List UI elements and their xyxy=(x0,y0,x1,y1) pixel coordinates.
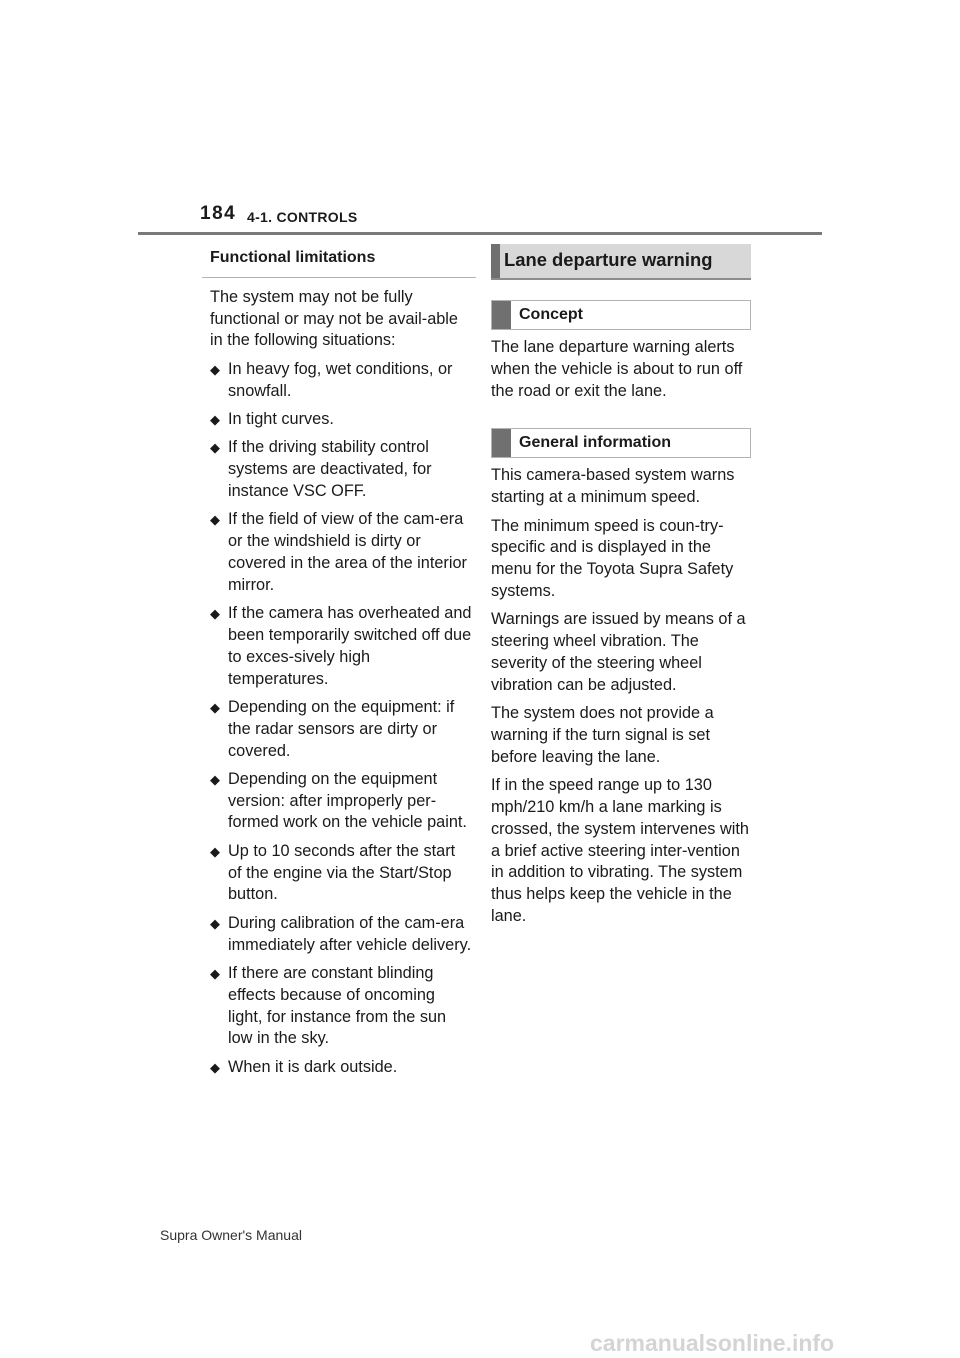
watermark: carmanualsonline.info xyxy=(590,1330,835,1356)
left-column xyxy=(210,244,472,1085)
heading-accent-bar xyxy=(491,244,500,278)
general-info-paragraph: Warnings are issued by means of a steering wheel vibration. The severity of the steering wheel vibration can be adjusted. xyxy=(491,610,746,694)
heading-accent-bar xyxy=(492,301,511,329)
concept-paragraph: The lane departure warning alerts when the vehicle is about to run off the road or exit the lane. xyxy=(491,338,743,400)
general-info-paragraph: The minimum speed is coun-try-specific and is displayed in the menu for the Toyota Supra Safety systems. xyxy=(491,516,734,600)
list-item: ◆ Depending on the equipment version: after improperly per-formed work on the vehicle paint. xyxy=(210,769,467,832)
limitations-list xyxy=(210,359,472,1079)
diamond-bullet-icon: ◆ xyxy=(210,512,220,528)
list-item: ◆ If the field of view of the cam-era or the windshield is dirty or covered in the area of the interior mirror. xyxy=(210,510,467,594)
page-header xyxy=(0,0,960,240)
diamond-bullet-icon: ◆ xyxy=(210,771,220,787)
diamond-bullet-icon: ◆ xyxy=(210,361,220,377)
list-item: ◆ Up to 10 seconds after the start of the engine via the Start/Stop button. xyxy=(210,841,456,904)
page-number: 184 xyxy=(200,203,237,224)
list-item: ◆ If the driving stability control systems are deactivated, for instance VSC OFF. xyxy=(210,438,432,500)
diamond-bullet-icon: ◆ xyxy=(210,411,220,427)
general-info-paragraph: This camera-based system warns starting at a minimum speed. xyxy=(491,466,735,507)
diamond-bullet-icon: ◆ xyxy=(210,606,220,622)
list-item: ◆ If the camera has overheated and been temporarily switched off due to exces-sively high temperatures. xyxy=(210,604,472,688)
concept-heading: Concept xyxy=(491,300,751,330)
diamond-bullet-icon: ◆ xyxy=(210,915,220,931)
list-item: ◆ If there are constant blinding effects because of oncoming light, for instance from the sun low in the sky. xyxy=(210,964,447,1048)
general-info-paragraph: The system does not provide a warning if the turn signal is set before leaving the lane. xyxy=(491,704,714,766)
right-column xyxy=(491,244,751,934)
heading-accent-bar xyxy=(492,429,511,457)
list-item: ◆ In tight curves. xyxy=(210,409,472,431)
header-divider xyxy=(138,232,822,235)
list-item: ◆ In heavy fog, wet conditions, or snowfall. xyxy=(210,359,453,400)
diamond-bullet-icon: ◆ xyxy=(210,966,220,982)
diamond-bullet-icon: ◆ xyxy=(210,699,220,715)
functional-limitations-heading: Functional limitations xyxy=(202,244,476,278)
general-info-paragraph: If in the speed range up to 130 mph/210 km/h a lane marking is crossed, the system intervenes with a brief active steering inter-vention in addition to vibrating. The system thus helps keep the vehicle in the lane. xyxy=(491,776,749,925)
diamond-bullet-icon: ◆ xyxy=(210,843,220,859)
footer-manual-title: Supra Owner's Manual xyxy=(160,1227,302,1243)
general-information-heading: General information xyxy=(491,428,751,458)
diamond-bullet-icon: ◆ xyxy=(210,440,220,456)
lane-departure-warning-heading: Lane departure warning xyxy=(491,244,751,280)
list-item: ◆ When it is dark outside. xyxy=(210,1057,472,1079)
intro-paragraph: The system may not be fully functional or may not be avail-able in the following situations: xyxy=(210,287,458,350)
list-item: ◆ During calibration of the cam-era immediately after vehicle delivery. xyxy=(210,913,472,954)
diamond-bullet-icon: ◆ xyxy=(210,1059,220,1075)
section-title: 4-1. CONTROLS xyxy=(247,209,358,225)
list-item: ◆ Depending on the equipment: if the radar sensors are dirty or covered. xyxy=(210,697,455,760)
